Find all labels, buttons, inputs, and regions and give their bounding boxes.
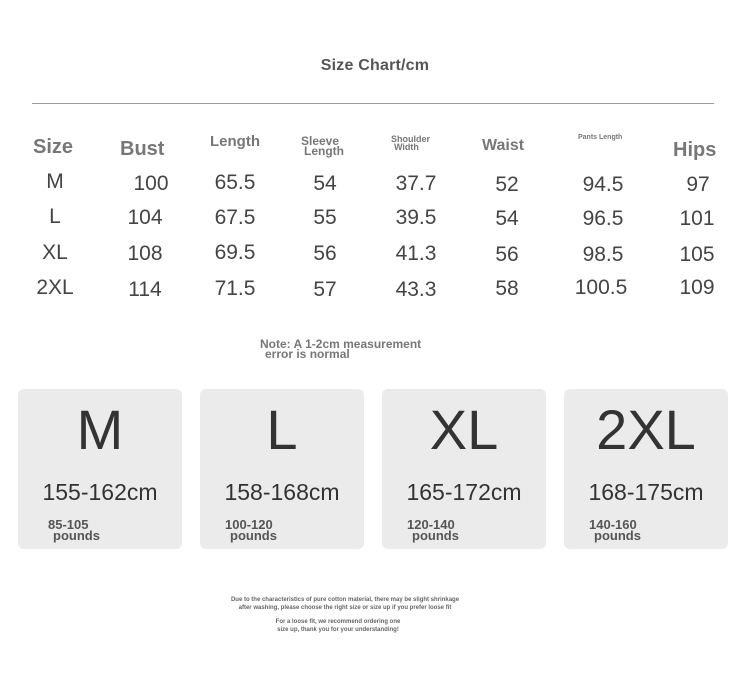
cell-shoulder-width: 39.5 [395,206,437,229]
note-line2: error is normal [265,347,350,361]
card-weight-value: 100-120 [225,517,273,532]
card-height-range: 158-168cm [224,479,340,505]
card-size-label: XL [429,398,499,461]
card-weight-unit: pounds [230,528,277,543]
header-pants-length: Pants Length [578,134,623,141]
shrinkage-line1: Due to the characteristics of pure cotton material, there may be slight shrinkage [230,597,460,603]
chart-title: Size Chart/cm [320,57,430,74]
card-height-range: 155-162cm [42,479,158,505]
card-weight-unit: pounds [412,528,459,543]
cell-waist: 52 [495,173,519,196]
header-waist: Waist [482,137,525,154]
header-shoulder-line2: Width [394,142,419,152]
size-card-2xl [564,389,728,549]
header-sleeve-line2: Length [304,144,344,158]
card-weight-range [225,519,277,541]
size-card-l [200,389,364,549]
loose-fit-line2: size up, thank you for your understanding! [277,627,399,633]
cell-hips: 105 [679,243,715,266]
cell-pants-length: 94.5 [582,173,624,196]
cell-sleeve-length: 54 [313,172,337,195]
card-weight-unit: pounds [53,528,100,543]
card-weight-value: 140-160 [589,517,637,532]
cell-waist: 54 [495,207,519,230]
title-divider [32,103,714,104]
cell-hips: 101 [679,207,715,230]
cell-hips: 109 [679,276,715,299]
cell-shoulder-width: 41.3 [395,242,437,265]
cell-bust: 104 [127,206,163,229]
card-size-label: 2XL [596,398,696,461]
header-sleeve-line1: Sleeve [301,134,340,148]
cell-pants-length: 98.5 [582,243,624,266]
size-card-m [18,389,182,549]
card-weight-value: 85-105 [48,517,89,532]
loose-fit-notice [238,618,438,634]
header-hips: Hips [673,139,717,161]
cell-size: XL [42,241,68,264]
header-shoulder-width [391,135,430,151]
cell-size: M [46,170,64,193]
cell-sleeve-length: 55 [313,206,337,229]
card-weight-range [48,519,100,541]
card-weight-unit: pounds [594,528,641,543]
cell-size: 2XL [36,276,74,299]
cell-sleeve-length: 56 [313,242,337,265]
header-shoulder-line1: Shoulder [391,134,431,144]
cell-hips: 97 [686,173,710,196]
cell-length: 71.5 [214,277,256,300]
loose-fit-line1: For a loose fit, we recommend ordering one [275,619,401,625]
header-length: Length [210,133,260,150]
shrinkage-notice [200,596,490,612]
header-size: Size [33,136,74,158]
card-weight-range [407,519,459,541]
cell-waist: 56 [495,243,519,266]
cell-pants-length: 100.5 [574,276,628,299]
note-line1: Note: A 1-2cm measurement [260,337,422,351]
cell-shoulder-width: 43.3 [395,278,437,301]
card-weight-value: 120-140 [407,517,455,532]
header-bust: Bust [120,138,165,160]
card-weight-range [589,519,641,541]
shrinkage-line2: after washing, please choose the right size or size up if you prefer loose fit [238,605,452,611]
cell-sleeve-length: 57 [313,278,337,301]
cell-length: 65.5 [214,171,256,194]
cell-bust: 100 [133,172,169,195]
card-size-label: M [76,398,124,461]
cell-pants-length: 96.5 [582,207,624,230]
cell-shoulder-width: 37.7 [395,172,437,195]
card-size-label: L [266,398,298,461]
cell-bust: 114 [128,278,162,301]
measurement-note [260,339,421,359]
cell-waist: 58 [495,277,519,300]
card-height-range: 165-172cm [406,479,522,505]
size-card-xl [382,389,546,549]
card-height-range: 168-175cm [588,479,704,505]
cell-length: 69.5 [214,241,256,264]
cell-size: L [49,205,61,228]
header-sleeve-length [301,136,344,156]
cell-length: 67.5 [214,206,256,229]
cell-bust: 108 [127,242,163,265]
